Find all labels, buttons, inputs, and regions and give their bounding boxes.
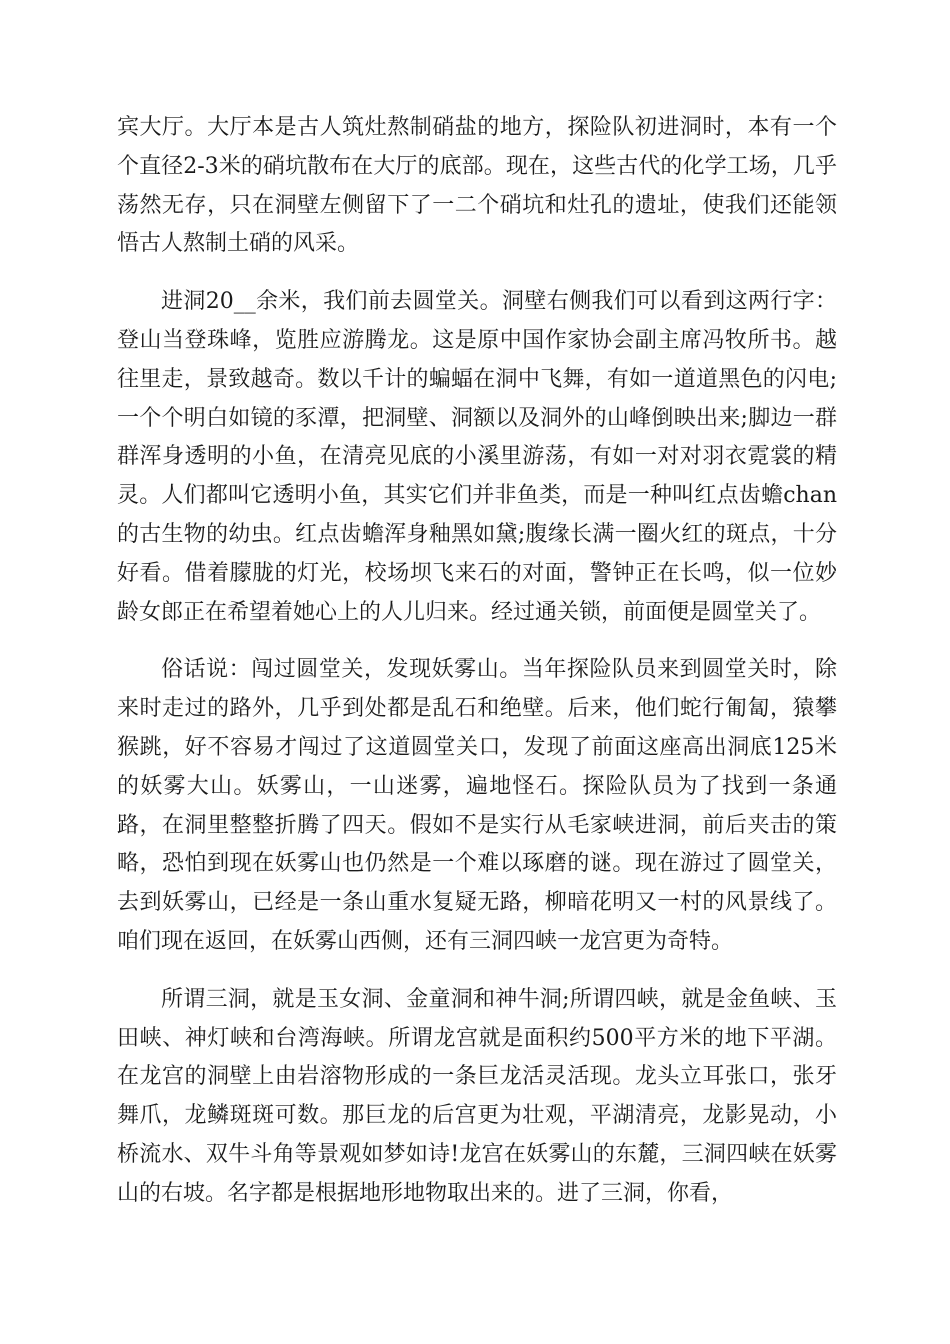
paragraph-2: 进洞20__余米，我们前去圆堂关。洞壁右侧我们可以看到这两行字：登山当登珠峰，览胜应游腾龙。这是原中国作家协会副主席冯牧所书。越往里走，景致越奇。数以千计的蝙蝠在洞中飞舞，有如一道道黑色的闪电;一个个明白如镜的豕潭，把洞壁、洞额以及洞外的山峰倒映出来;脚边一群群浑身透明的小鱼，在清亮见底的小溪里游荡，有如一对对羽衣霓裳的精灵。人们都叫它透明小鱼，其实它们并非鱼类，而是一种叫红点齿蟾chan的古生物的幼虫。红点齿蟾浑身釉黑如黛;腹缘长满一圈火红的斑点，十分好看。借着朦胧的灯光，校场坝飞来石的对面，警钟正在长鸣，似一位妙龄女郎正在希望着她心上的人儿归来。经过通关锁，前面便是圆堂关了。 [117, 289, 837, 625]
paragraph-3: 俗话说：闯过圆堂关，发现妖雾山。当年探险队员来到圆堂关时，除来时走过的路外，几乎到处都是乱石和绝壁。后来，他们蛇行匍匐，猿攀猴跳，好不容易才闯过了这道圆堂关口，发现了前面这座高出洞底125米的妖雾大山。妖雾山，一山迷雾，遍地怪石。探险队员为了找到一条通路，在洞里整整折腾了四天。假如不是实行从毛家峡进洞，前后夹击的策略，恐怕到现在妖雾山也仍然是一个难以琢磨的谜。现在游过了圆堂关，去到妖雾山，已经是一条山重水复疑无路，柳暗花明又一村的风景线了。咱们现在返回，在妖雾山西侧，还有三洞四峡一龙宫更为奇特。 [117, 657, 837, 954]
paragraph-4: 所谓三洞，就是玉女洞、金童洞和神牛洞;所谓四峡，就是金鱼峡、玉田峡、神灯峡和台湾海峡。所谓龙宫就是面积约500平方米的地下平湖。在龙宫的洞壁上由岩溶物形成的一条巨龙活灵活现。龙头立耳张口，张牙舞爪，龙鳞斑斑可数。那巨龙的后宫更为壮观，平湖清亮，龙影晃动，小桥流水、双牛斗角等景观如梦如诗!龙宫在妖雾山的东麓，三洞四峡在妖雾山的右坡。名字都是根据地形地物取出来的。进了三洞，你看， [117, 986, 837, 1206]
document-page [117, 109, 837, 1233]
paragraph-1: 宾大厅。大厅本是古人筑灶熬制硝盐的地方，探险队初进洞时，本有一个个直径2-3米的硝坑散布在大厅的底部。现在，这些古代的化学工场，几乎荡然无存，只在洞壁左侧留下了一二个硝坑和灶孔的遗址，使我们还能领悟古人熬制土硝的风采。 [117, 115, 837, 257]
